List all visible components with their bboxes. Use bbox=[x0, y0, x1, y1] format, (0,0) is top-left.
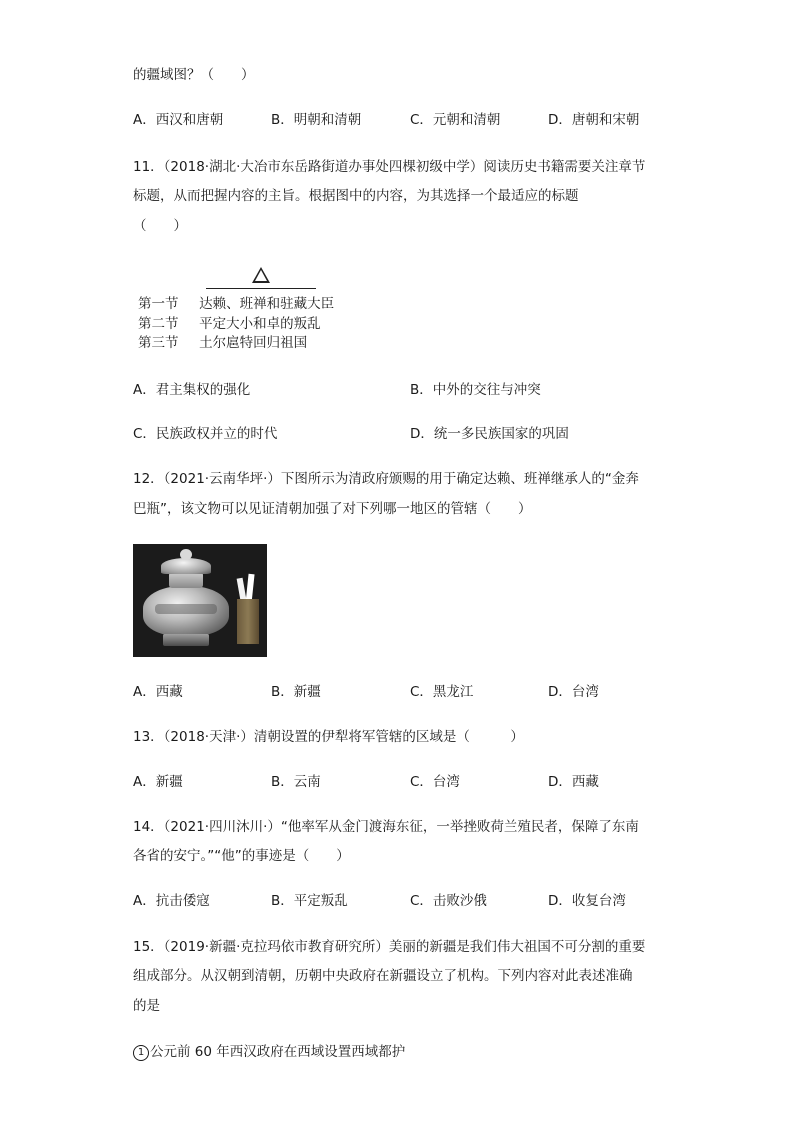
q15-statement-1 bbox=[133, 1043, 405, 1061]
section-label: 第三节 bbox=[138, 335, 179, 351]
q11-option-d[interactable]: D．统一多民族国家的巩固 bbox=[410, 426, 569, 442]
triangle-icon bbox=[252, 267, 270, 283]
section-text: 达赖、班禅和驻藏大臣 bbox=[199, 296, 335, 312]
q12-stem-line1: 12．（2021·云南华坪·）下图所示为清政府颁赐的用于确定达赖、班禅继承人的“金奔 bbox=[133, 471, 639, 487]
q14-stem-line1: 14．（2021·四川沐川·）“他率军从金门渡海东征，一举挫败荷兰殖民者，保障了东南 bbox=[133, 819, 639, 835]
q10-option-d[interactable]: D．唐朝和宋朝 bbox=[548, 112, 640, 128]
statement-text: 公元前 60 年西汉政府在西域设置西域都护 bbox=[150, 1044, 406, 1060]
q11-option-c[interactable]: C．民族政权并立的时代 bbox=[133, 426, 278, 442]
urn-base-shape bbox=[163, 634, 209, 646]
section-text: 土尔扈特回归祖国 bbox=[199, 335, 308, 351]
q14-option-a[interactable]: A．抗击倭寇 bbox=[133, 893, 210, 909]
q10-option-b[interactable]: B．明朝和清朝 bbox=[271, 112, 362, 128]
q13-option-a[interactable]: A．新疆 bbox=[133, 774, 183, 790]
q11-stem-line3: （ ） bbox=[133, 218, 187, 234]
q13-option-c[interactable]: C．台湾 bbox=[410, 774, 460, 790]
section-text: 平定大小和卓的叛乱 bbox=[199, 316, 321, 332]
q14-option-b[interactable]: B．平定叛乱 bbox=[271, 893, 348, 909]
q13-option-d[interactable]: D．西藏 bbox=[548, 774, 599, 790]
q15-stem-line3: 的是 bbox=[133, 998, 160, 1014]
q14-stem-line2: 各省的安宁。”“他”的事迹是（ ） bbox=[133, 848, 350, 864]
stick-holder-shape bbox=[237, 599, 259, 644]
q11-option-b[interactable]: B．中外的交往与冲突 bbox=[410, 382, 541, 398]
outline-title-placeholder bbox=[206, 264, 316, 289]
q12-option-d[interactable]: D．台湾 bbox=[548, 684, 599, 700]
q14-option-c[interactable]: C．击败沙俄 bbox=[410, 893, 487, 909]
section-label: 第二节 bbox=[138, 316, 179, 332]
q15-stem-line1: 15．（2019·新疆·克拉玛依市教育研究所）美丽的新疆是我们伟大祖国不可分割的重要 bbox=[133, 939, 646, 955]
urn-band-shape bbox=[155, 604, 217, 614]
urn-lid-shape bbox=[161, 558, 211, 574]
q12-option-c[interactable]: C．黑龙江 bbox=[410, 684, 474, 700]
q14-option-d[interactable]: D．收复台湾 bbox=[548, 893, 626, 909]
q10-option-c[interactable]: C．元朝和清朝 bbox=[410, 112, 501, 128]
outline-section-2 bbox=[138, 315, 321, 333]
q10-option-a[interactable]: A．西汉和唐朝 bbox=[133, 112, 224, 128]
outline-section-3 bbox=[138, 334, 307, 352]
q13-option-b[interactable]: B．云南 bbox=[271, 774, 321, 790]
q11-stem-line1: 11．（2018·湖北·大冶市东岳路街道办事处四棵初级中学）阅读历史书籍需要关注章节 bbox=[133, 159, 646, 175]
outline-section-1 bbox=[138, 295, 334, 313]
urn-neck-shape bbox=[169, 572, 203, 588]
q11-option-a[interactable]: A．君主集权的强化 bbox=[133, 382, 251, 398]
q12-stem-line2: 巴瓶”，该文物可以见证清朝加强了对下列哪一地区的管辖（ ） bbox=[133, 501, 532, 517]
golden-urn-photo bbox=[133, 544, 267, 657]
q12-option-a[interactable]: A．西藏 bbox=[133, 684, 183, 700]
q12-option-b[interactable]: B．新疆 bbox=[271, 684, 321, 700]
urn-knob-shape bbox=[180, 549, 192, 560]
q15-stem-line2: 组成部分。从汉朝到清朝，历朝中央政府在新疆设立了机构。下列内容对此表述准确 bbox=[133, 968, 633, 984]
circled-number-one: 1 bbox=[133, 1045, 149, 1061]
q13-stem-line1: 13．（2018·天津·）清朝设置的伊犁将军管辖的区域是（ ） bbox=[133, 729, 524, 745]
q11-stem-line2: 标题，从而把握内容的主旨。根据图中的内容，为其选择一个最适应的标题 bbox=[133, 188, 579, 204]
q10-stem-tail: 的疆域图？（ ） bbox=[133, 67, 255, 83]
section-label: 第一节 bbox=[138, 296, 179, 312]
